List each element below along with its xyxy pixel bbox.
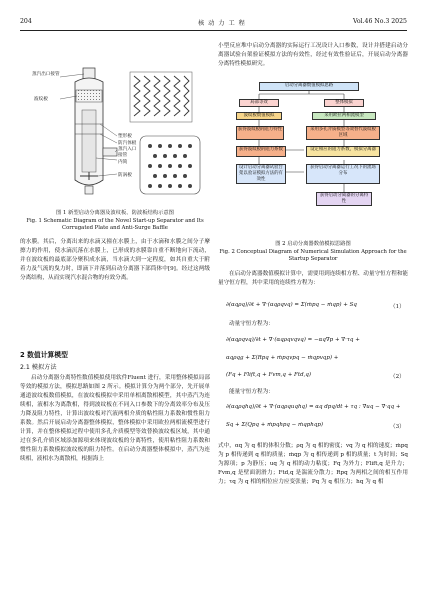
equation-2-line-1: ∂(αqρqvq)/∂t + ∇·(αqρqvqvq) = −αq∇p + ∇·τq + bbox=[226, 337, 360, 343]
equation-2-line-2: αqρqg + Σ(Rpq + ṁpqvpq − ṁqpvqp) + bbox=[226, 355, 339, 361]
figure-2-caption-en: Fig. 2 Conceptual Diagram of Numerical Simulation Approach for the Startup Separator bbox=[219, 249, 407, 263]
fig2-test-rig: 设计启动分离器试验台架以验证模拟方法的有效性 bbox=[236, 164, 286, 184]
volume-info: Vol.46 No.3 2025 bbox=[352, 18, 407, 25]
definitions-paragraph: 式中，αq 为 q 相的体积分数；ρq 为 q 相的密度；vq 为 q 相的速度；ṁpq 为 p 相传递到 q 相的质量；ṁqp 为 q 相传递到 p 相的质量；t 为时间；Sq 为源项；p 为静压；uq 为 q 相的动力粘度；Fq 为外力；Flift,q 是升力；Fvm,q 是壁面润滑力；Ftd,q 是湍流分散力；Rpq 为两相之间的相互作用力；τq 为 q 相的相位应力应变张量；Pq 为 q 相压力；hq 为 q 相 bbox=[218, 443, 408, 485]
equation-3-number: （3） bbox=[390, 424, 405, 430]
label-steam-outlet: 蒸汽出口接管 bbox=[32, 72, 60, 77]
label-anti-steam-plate: 防汽体板 bbox=[118, 141, 137, 146]
journal-name: 核 动 力 工 程 bbox=[198, 20, 246, 27]
fig2-global-simulation: 整体模拟 bbox=[324, 99, 364, 107]
fig2-resistance-coef: 获得波纹板的阻力系数 bbox=[236, 146, 286, 157]
figure-2 bbox=[234, 82, 384, 238]
equation-3-line-1: ∂(αqρqhq)/∂t + ∇·(αqρquqhq) = αq dpq/dt + τq : ∇uq − ∇·qq + bbox=[226, 404, 401, 410]
fig2-corrugated-sim: 波纹板数值模拟 bbox=[236, 112, 282, 120]
figure-1-caption-cn: 图 1 新型启动分离器及波纹板、防波板结构示意图 bbox=[56, 210, 174, 216]
label-inner-cylinder: 内筒 bbox=[118, 160, 128, 165]
equation-3-line-2: Sq + Σ(Qpq + ṁpqhpq − ṁqphqp) bbox=[226, 422, 324, 428]
equation-2-line-3: (Fq + Flift,q + Fvm,q + Ftd,q) bbox=[226, 372, 312, 378]
fig2-resistance-char: 获得波纹板的阻力特性 bbox=[236, 126, 284, 140]
fig2-euler-model: 采用欧拉两相流模型 bbox=[312, 112, 376, 120]
page-number: 204 bbox=[20, 18, 32, 25]
label-shaping-plate: 塑形板 bbox=[118, 134, 132, 139]
figure-1 bbox=[20, 62, 210, 207]
equation-1: ∂(αqρq)/∂t + ∇·(αqρqvq) = Σ(ṁpq − ṁqp) + Sq bbox=[226, 302, 357, 308]
fig2-local-equivalent: 局部等效 bbox=[239, 99, 279, 107]
label-corrugated-plate: 波纹板 bbox=[34, 97, 48, 102]
figure-1-caption-en: Fig. 1 Schematic Diagram of the Novel Start-up Separator and Its Corrugated Plate and Anti-Surge Baffle bbox=[26, 218, 204, 232]
page-header bbox=[20, 16, 407, 31]
fig2-separation-char: 获得启动分离器的分离特性 bbox=[316, 192, 372, 206]
left-paragraph-1: 的水膜。其后，分离出来的水滴又撞在水膜上，由于水滴和水膜之间分子摩擦力的作用，使水滴沉落在水膜上，已形成的水膜靠自重不断地向下流动，并在波纹板的最底部分聚积成水滴，当水滴大到一定程度，如其自重大于附着力及气流的曳力时，即滴下并落到启动分离器下部筒体中[9]。经过这两级分离结构，从而实现汽水混合物的有效分离。 bbox=[20, 239, 210, 281]
equation-2-number: （2） bbox=[390, 374, 405, 380]
fig2-flow-field: 获得启动分离器运行工况下的流场分布 bbox=[306, 164, 380, 184]
subsection-2-1-heading: 2.1 模拟方法 bbox=[20, 364, 57, 371]
separator-diagram bbox=[20, 62, 210, 207]
figure-2-caption-cn: 图 2 启动分离器数值模拟思路图 bbox=[275, 241, 351, 247]
section-2-heading: 2 数值计算模型 bbox=[20, 351, 68, 359]
fig2-title-box: 启动分离器数值模拟思路 bbox=[259, 82, 359, 91]
energy-label: 能量守恒方程为： bbox=[229, 389, 274, 395]
left-paragraph-2: 启动分离器分离特性数值模拟使用软件Fluent 进行，采用整体模拟局部等效的模拟方法，模拟思路如图 2 所示。模拟计算分为两个部分，先开展单通道波纹板数值模拟，在波纹板模拟中采用单相离散相模型，其中蒸汽为连续相，液相水为离散相，得到波纹板在不同入口参数下的分离效率分布及压力降及阻力特性，计算出波纹板对汽液两相介质的粘性阻力系数和惯性阻力系数。然后开展启动分离器整体模拟，整体模拟中采用欧拉两相流模型进行计算，并在整体模拟过程中使用多孔介质模型等效替换波纹板区域，其中通过在多孔介质区域添加源项来体现波纹板的分离特性，使用粘性阻力系数和惯性阻力系数模拟波纹板的阻力特性。在启动分离器整体模拟中，蒸汽为连续相，液相水为离散相，根据海上 bbox=[20, 375, 210, 462]
fig2-porous-model: 采用多孔介质模型等效替代波纹板区域 bbox=[306, 126, 380, 140]
equation-1-number: （1） bbox=[390, 304, 405, 310]
right-paragraph-2: 在启动分离器数值模拟计算中，需要用到连续相方程、动量守恒方程和能量守恒方程，其中采用的连续性方程为： bbox=[218, 271, 409, 286]
label-steam-inlet: 蒸汽入口接管 bbox=[118, 147, 137, 158]
momentum-label: 动量守恒方程为： bbox=[229, 321, 274, 327]
fig2-set-coef: 设定相应的阻力系数，模拟分离器 bbox=[306, 146, 380, 157]
right-paragraph-1: 小型反应堆中启动分离器的实际运行工况设计入口参数，设计并搭建启动分离器试验台架验证模拟方法的有效性，经过有效性验证后，开展启动分离器分离特性模拟研究。 bbox=[218, 43, 408, 67]
label-vortex-baffle: 防涡板 bbox=[118, 173, 132, 178]
